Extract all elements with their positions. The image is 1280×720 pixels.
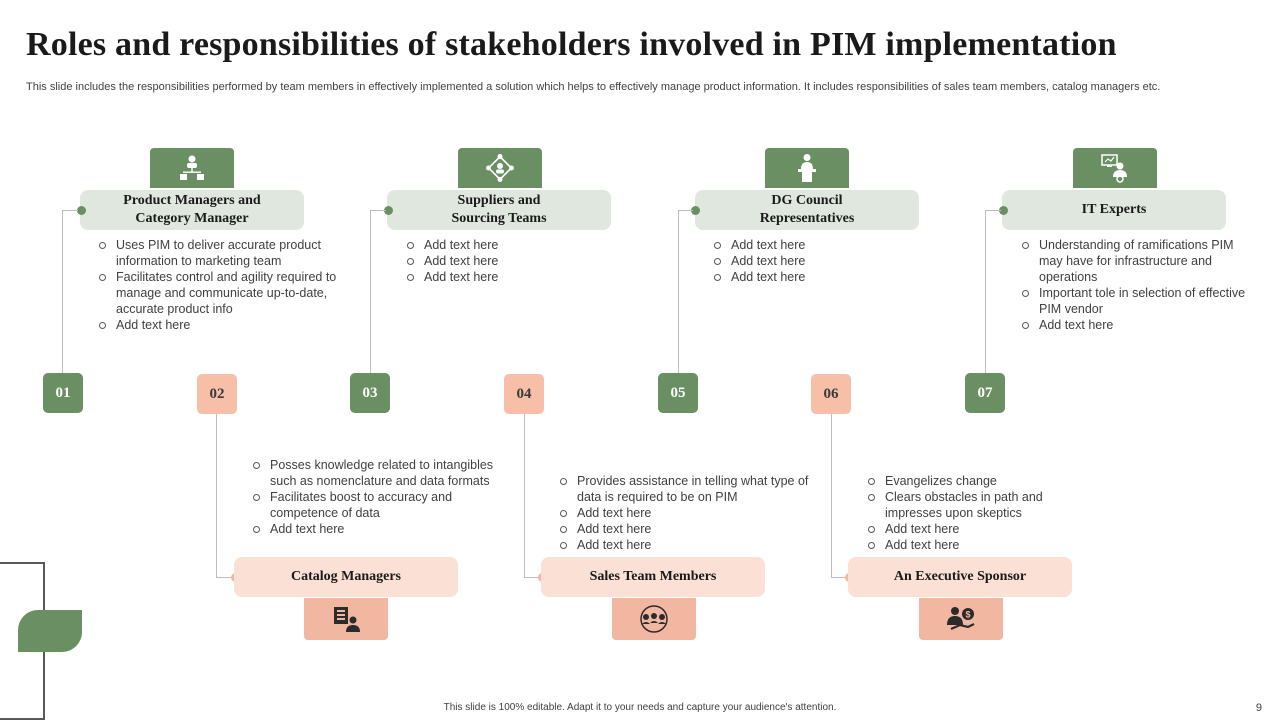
step-number-07: 07	[965, 373, 1005, 413]
step-number-04: 04	[504, 374, 544, 414]
step-number-02: 02	[197, 374, 237, 414]
slide-title: Roles and responsibilities of stakeholders involved in PIM implementation	[26, 26, 1117, 63]
bullet-item: Uses PIM to deliver accurate product information to marketing team	[98, 237, 338, 269]
stakeholder-label-05: DG Council Representatives	[695, 190, 919, 230]
stakeholder-label-03: Suppliers and Sourcing Teams	[387, 190, 611, 230]
bullet-item: Add text here	[713, 269, 943, 285]
slide-footer: This slide is 100% editable. Adapt it to your needs and capture your audience's attention.	[443, 702, 837, 713]
speaker-podium-icon	[765, 148, 849, 188]
bullet-item: Add text here	[713, 237, 943, 253]
connector-line	[370, 210, 386, 211]
connector-dot	[77, 206, 86, 215]
bullet-item: Facilitates boost to accuracy and competence of data	[252, 489, 502, 521]
bullet-item: Add text here	[559, 505, 809, 521]
connector-line	[678, 210, 679, 373]
bullet-list-03	[406, 237, 636, 285]
org-chart-icon	[150, 148, 234, 188]
step-number-05: 05	[658, 373, 698, 413]
bullet-list-04	[559, 473, 809, 553]
step-number-06: 06	[811, 374, 851, 414]
stakeholder-label-01: Product Managers and Category Manager	[80, 190, 304, 230]
supplier-network-icon	[458, 148, 542, 188]
bullet-item: Understanding of ramifications PIM may have for infrastructure and operations	[1021, 237, 1251, 285]
connector-line	[62, 210, 78, 211]
page-number: 9	[1255, 702, 1262, 714]
bullet-item: Add text here	[559, 521, 809, 537]
bullet-item: Add text here	[1021, 317, 1251, 333]
stakeholder-label-07: IT Experts	[1002, 190, 1226, 230]
catalog-icon	[304, 598, 388, 640]
bullet-item: Evangelizes change	[867, 473, 1067, 489]
decorative-leaf-shape	[18, 610, 82, 652]
bullet-list-01	[98, 237, 338, 333]
team-group-icon	[612, 598, 696, 640]
sponsor-money-icon	[919, 598, 1003, 640]
bullet-item: Add text here	[406, 253, 636, 269]
step-number-01: 01	[43, 373, 83, 413]
bullet-item: Provides assistance in telling what type of data is required to be on PIM	[559, 473, 809, 505]
connector-line	[678, 210, 693, 211]
bullet-item: Important tole in selection of effective PIM vendor	[1021, 285, 1251, 317]
connector-line	[370, 210, 371, 373]
connector-line	[524, 414, 525, 577]
connector-line	[985, 210, 1001, 211]
bullet-item: Add text here	[867, 537, 1067, 553]
bullet-item: Facilitates control and agility required to manage and communicate up-to-date, accurate product info	[98, 269, 338, 317]
it-expert-icon	[1073, 148, 1157, 188]
step-number-03: 03	[350, 373, 390, 413]
connector-line	[985, 210, 986, 373]
bullet-item: Add text here	[98, 317, 338, 333]
bullet-item: Add text here	[713, 253, 943, 269]
bullet-list-02	[252, 457, 502, 537]
connector-line	[216, 414, 217, 577]
bullet-item: Add text here	[867, 521, 1067, 537]
stakeholder-label-04: Sales Team Members	[541, 557, 765, 597]
connector-line	[831, 414, 832, 577]
stakeholder-label-02: Catalog Managers	[234, 557, 458, 597]
stakeholder-label-06: An Executive Sponsor	[848, 557, 1072, 597]
bullet-item: Add text here	[559, 537, 809, 553]
bullet-list-05	[713, 237, 943, 285]
bullet-list-07	[1021, 237, 1251, 333]
bullet-item: Posses knowledge related to intangibles such as nomenclature and data formats	[252, 457, 502, 489]
svg-text:$: $	[965, 609, 971, 620]
bullet-list-06	[867, 473, 1067, 553]
bullet-item: Clears obstacles in path and impresses upon skeptics	[867, 489, 1067, 521]
bullet-item: Add text here	[406, 237, 636, 253]
bullet-item: Add text here	[252, 521, 502, 537]
connector-line	[62, 210, 63, 373]
slide-subtitle: This slide includes the responsibilities performed by team members in effectively implemented a solution which helps to effectively manage product information. It includes responsibilities of sales team members, catalog managers etc.	[26, 81, 1161, 93]
bullet-item: Add text here	[406, 269, 636, 285]
